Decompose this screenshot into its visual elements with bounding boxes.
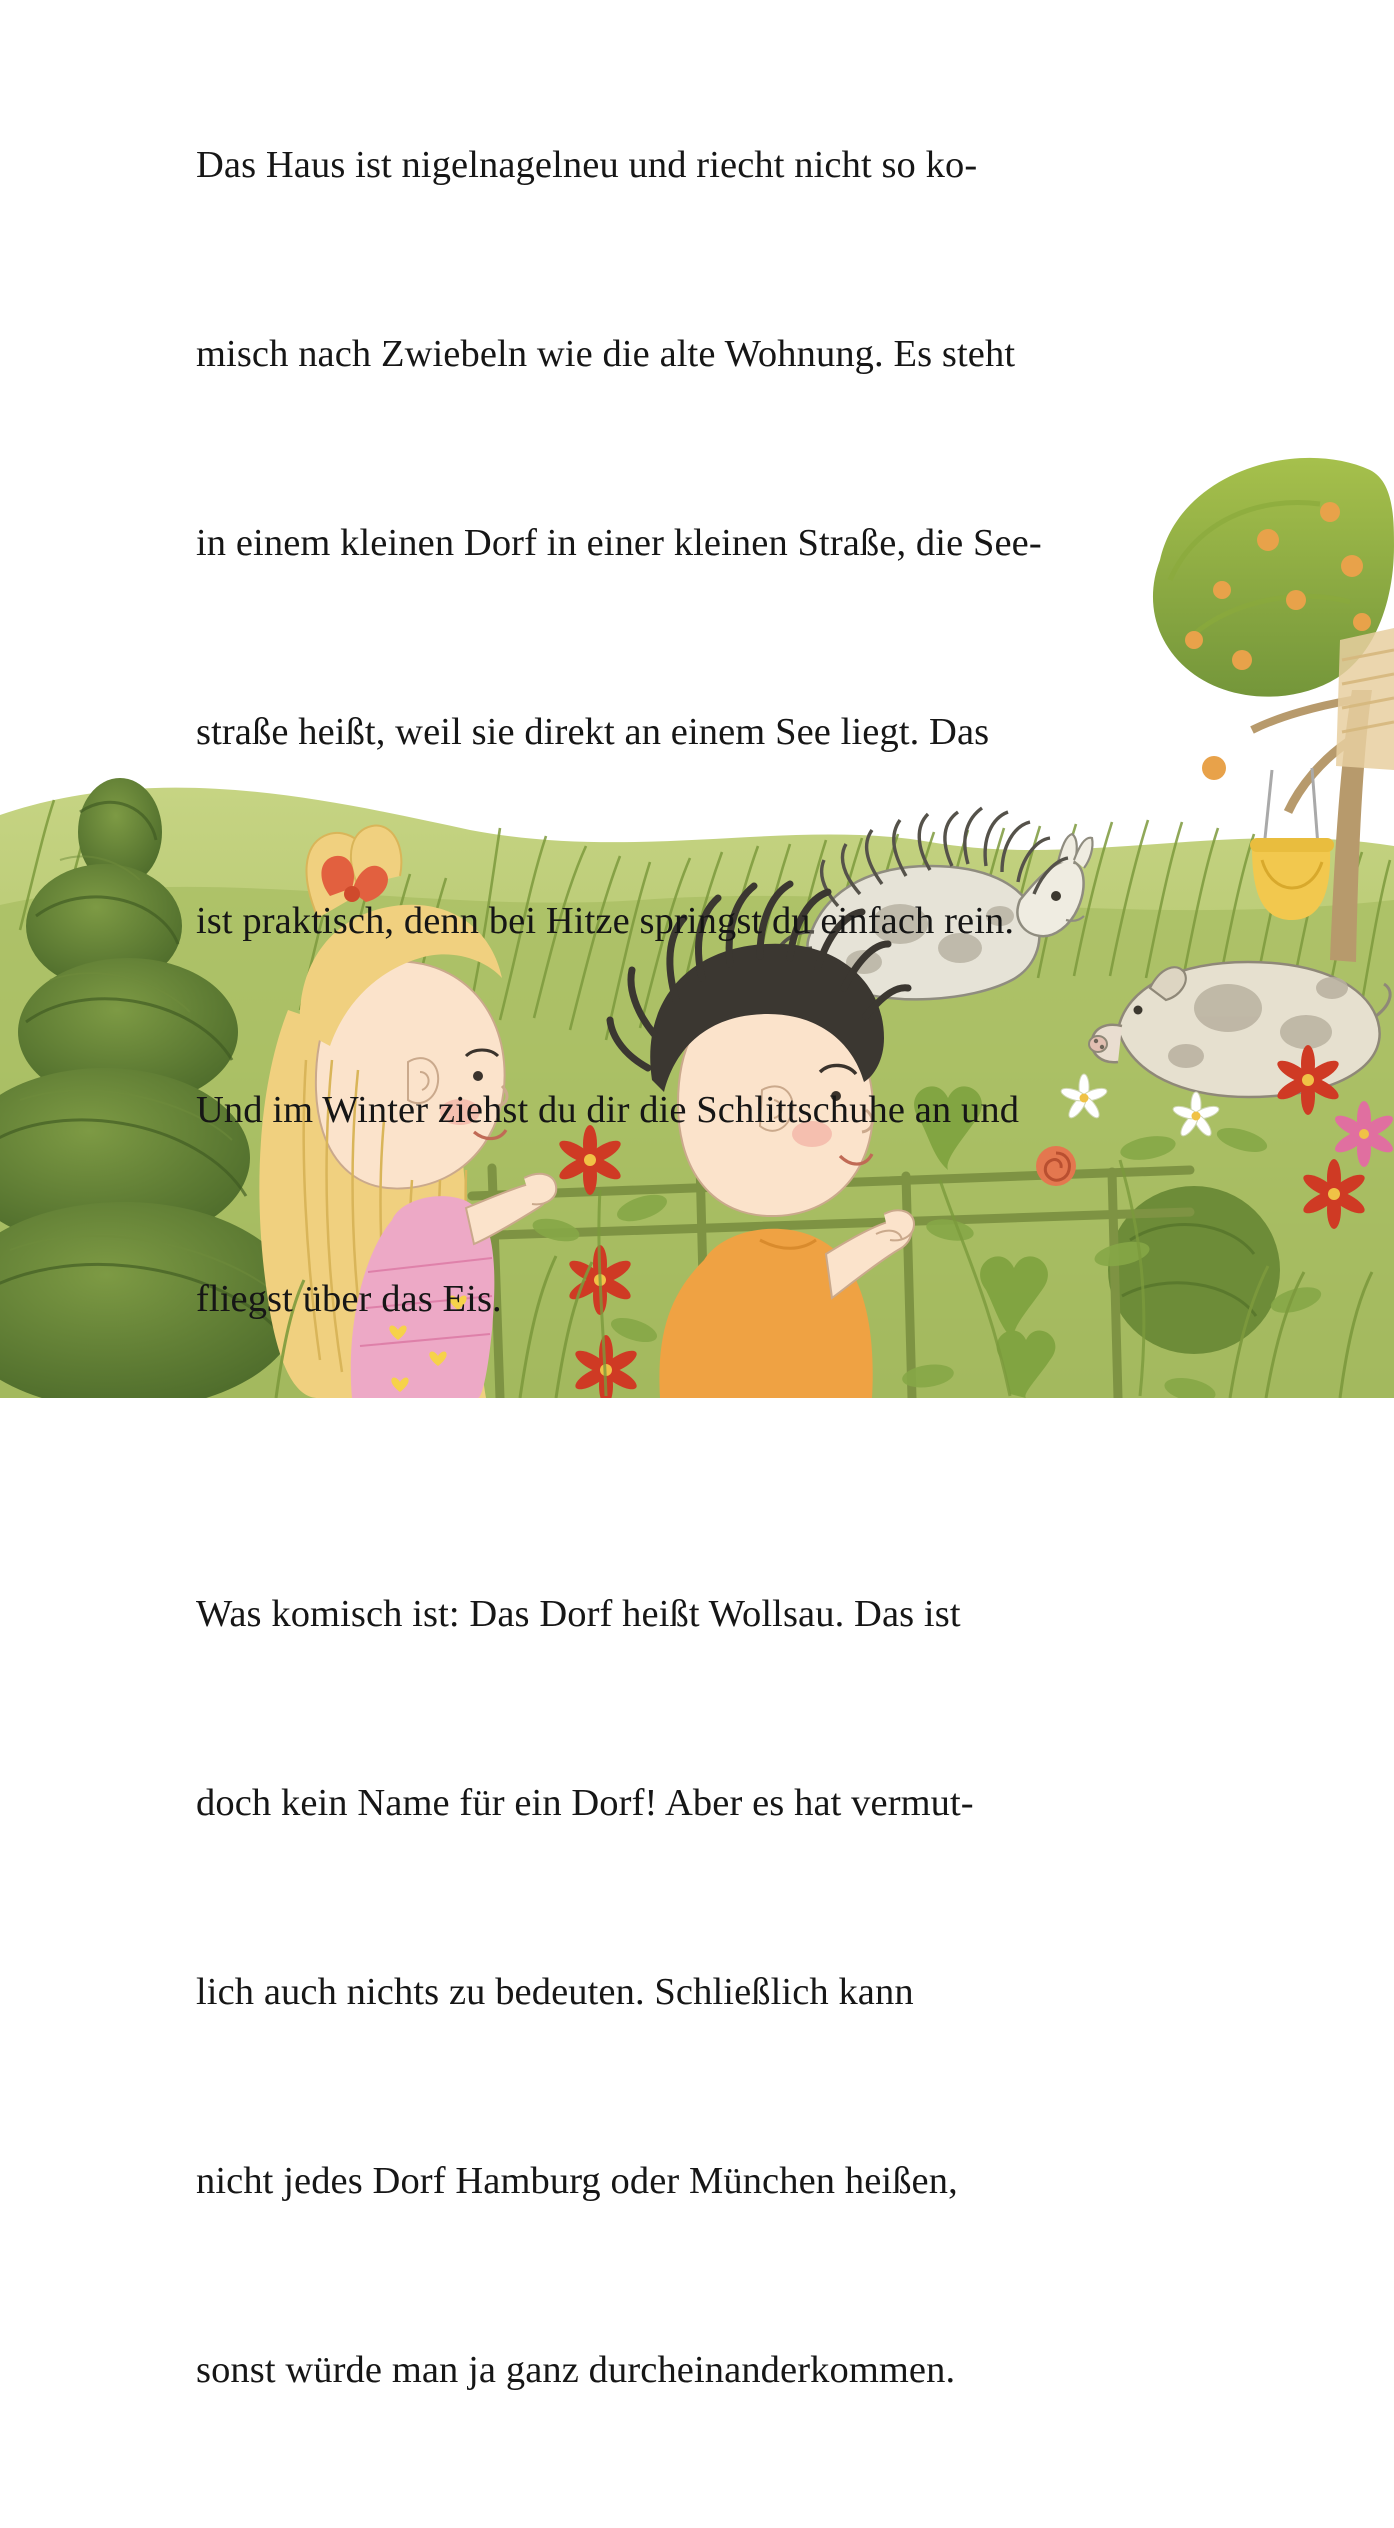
text-line: nicht jedes Dorf Hamburg oder München heißen, [196, 2160, 958, 2202]
body-text [196, 8, 1206, 2528]
text-line: lich auch nichts zu bedeuten. Schließlich kann [196, 1971, 914, 2013]
text-line: straße heißt, weil sie direkt an einem See liegt. Das [196, 711, 990, 753]
text-line: ist praktisch, denn bei Hitze springst du einfach rein. [196, 900, 1015, 942]
text-line: fliegst über das Eis. [196, 1278, 502, 1320]
paragraph-1 [196, 8, 1206, 1457]
swing-seat [1250, 768, 1334, 920]
text-line: Das Haus ist nigelnagelneu und riecht nicht so ko- [196, 144, 978, 186]
text-line: sonst würde man ja ganz durcheinanderkommen. [196, 2349, 956, 2391]
text-line: Was komisch ist: Das Dorf heißt Wollsau. Das ist [196, 1593, 961, 1635]
paragraph-2 [196, 1457, 1206, 2528]
text-line: Und im Winter ziehst du dir die Schlittschuhe an und [196, 1089, 1020, 1131]
text-line: misch nach Zwiebeln wie die alte Wohnung. Es steht [196, 333, 1016, 375]
text-line: in einem kleinen Dorf in einer kleinen Straße, die See- [196, 522, 1042, 564]
text-line: doch kein Name für ein Dorf! Aber es hat vermut- [196, 1782, 974, 1824]
